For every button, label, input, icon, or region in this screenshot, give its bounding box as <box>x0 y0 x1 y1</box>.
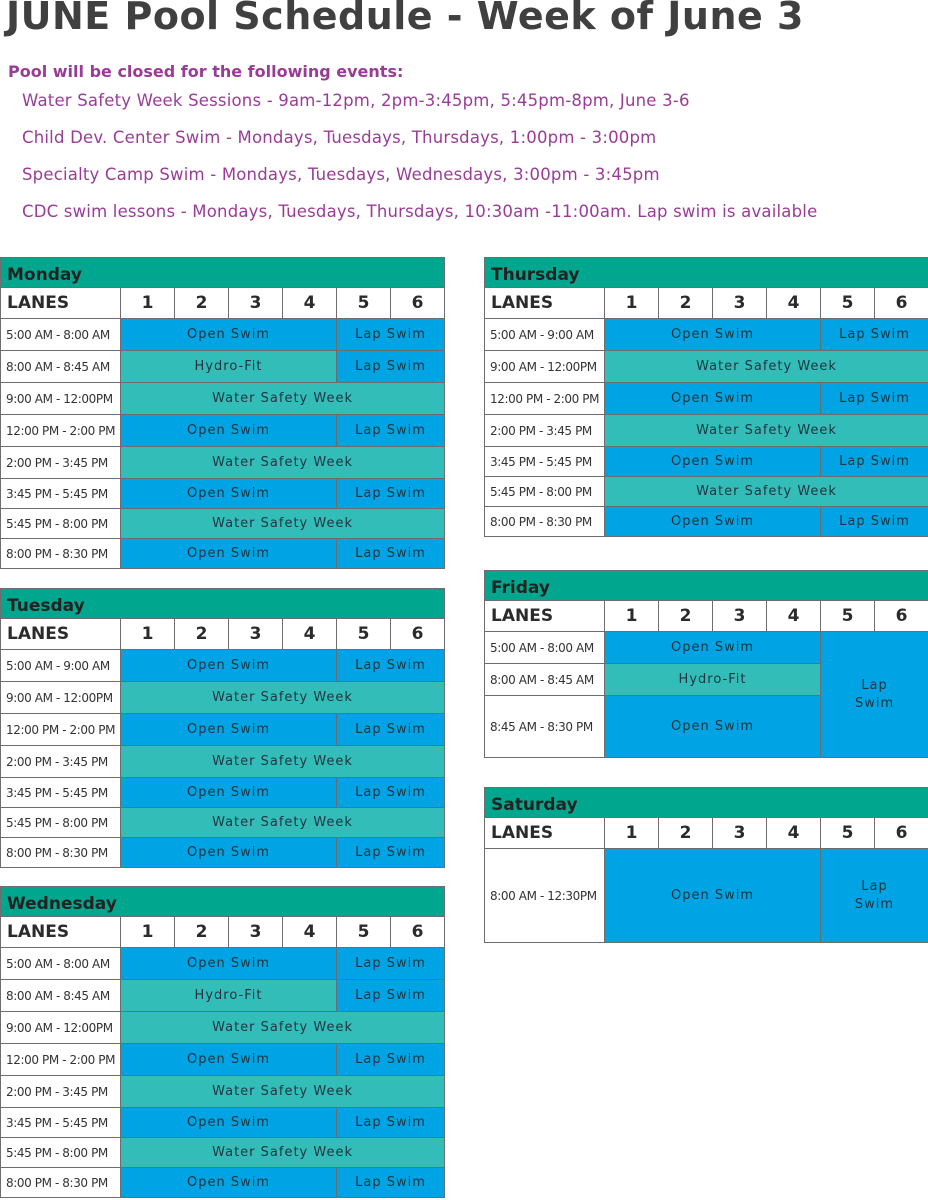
schedule-row <box>1 980 445 1012</box>
lanes-header-row <box>1 288 445 319</box>
lane-number: 6 <box>391 288 445 319</box>
lanes-label: LANES <box>1 619 121 650</box>
lap-swim-block: Lap Swim <box>337 838 445 868</box>
lanes-label: LANES <box>1 288 121 319</box>
monday-schedule <box>0 257 445 569</box>
swim-label-line: Swim <box>854 695 895 711</box>
time-slot: 8:00 AM - 8:45 AM <box>1 980 121 1012</box>
lane-number: 5 <box>821 601 875 632</box>
lanes-label: LANES <box>485 818 605 849</box>
lane-number: 6 <box>391 917 445 948</box>
open-swim-block: Open Swim <box>121 1168 337 1198</box>
lanes-header-row <box>485 818 928 849</box>
time-slot: 2:00 PM - 3:45 PM <box>1 746 121 778</box>
friday-schedule <box>484 570 928 758</box>
closure-heading: Pool will be closed for the following events: <box>8 62 404 81</box>
lane-number: 5 <box>821 288 875 319</box>
schedule-row <box>1 1108 445 1138</box>
lane-number: 3 <box>713 601 767 632</box>
lane-number: 3 <box>229 917 283 948</box>
page-title: JUNE Pool Schedule - Week of June 3 <box>6 0 804 38</box>
water-safety-block: Water Safety Week <box>121 1138 445 1168</box>
lane-number: 3 <box>229 619 283 650</box>
lane-number: 5 <box>821 818 875 849</box>
lane-number: 2 <box>659 818 713 849</box>
lane-number: 2 <box>175 288 229 319</box>
time-slot: 8:00 PM - 8:30 PM <box>1 1168 121 1198</box>
lanes-label: LANES <box>1 917 121 948</box>
lanes-header-row <box>485 601 928 632</box>
lane-number: 4 <box>767 818 821 849</box>
schedule-row <box>485 319 928 351</box>
water-safety-block: Water Safety Week <box>121 1012 445 1044</box>
schedule-row <box>485 351 928 383</box>
time-slot: 9:00 AM - 12:00PM <box>485 351 605 383</box>
time-slot: 9:00 AM - 12:00PM <box>1 383 121 415</box>
time-slot: 5:00 AM - 8:00 AM <box>485 632 605 664</box>
lane-number: 6 <box>875 818 928 849</box>
time-slot: 8:00 PM - 8:30 PM <box>485 507 605 537</box>
closure-event: Specialty Camp Swim - Mondays, Tuesdays, Wednesdays, 3:00pm - 3:45pm <box>22 165 660 184</box>
open-swim-block: Open Swim <box>605 383 821 415</box>
water-safety-block: Water Safety Week <box>121 383 445 415</box>
lane-number: 6 <box>391 619 445 650</box>
lane-number: 4 <box>767 601 821 632</box>
lap-swim-block: Lap Swim <box>337 778 445 808</box>
lap-swim-block: Lap Swim <box>337 1108 445 1138</box>
lap-swim-block: Lap Swim <box>337 1168 445 1198</box>
lane-number: 4 <box>767 288 821 319</box>
day-title: Saturday <box>485 788 928 818</box>
lane-number: 2 <box>175 917 229 948</box>
open-swim-block: Open Swim <box>605 319 821 351</box>
lap-swim-block: Lap Swim <box>821 383 928 415</box>
lane-number: 4 <box>283 288 337 319</box>
schedule-row <box>1 351 445 383</box>
schedule-row <box>1 746 445 778</box>
schedule-row <box>1 539 445 569</box>
lane-number: 1 <box>605 818 659 849</box>
wednesday-schedule <box>0 886 445 1198</box>
schedule-row <box>1 1138 445 1168</box>
lanes-label: LANES <box>485 288 605 319</box>
lap-swim-block: Lap Swim <box>821 319 928 351</box>
schedule-row <box>485 383 928 415</box>
time-slot: 9:00 AM - 12:00PM <box>1 682 121 714</box>
lap-swim-block: Lap Swim <box>337 479 445 509</box>
lane-number: 1 <box>605 288 659 319</box>
lap-swim-block: Lap Swim <box>337 714 445 746</box>
time-slot: 8:00 AM - 8:45 AM <box>1 351 121 383</box>
lanes-label: LANES <box>485 601 605 632</box>
day-title: Monday <box>1 258 445 288</box>
schedule-row <box>1 682 445 714</box>
lane-number: 6 <box>875 601 928 632</box>
hydro-fit-block: Hydro-Fit <box>121 980 337 1012</box>
water-safety-block: Water Safety Week <box>121 682 445 714</box>
saturday-schedule <box>484 787 928 943</box>
time-slot: 5:00 AM - 8:00 AM <box>1 319 121 351</box>
time-slot: 3:45 PM - 5:45 PM <box>1 778 121 808</box>
time-slot: 2:00 PM - 3:45 PM <box>1 447 121 479</box>
lap-swim-block: Lap Swim <box>337 319 445 351</box>
lane-number: 4 <box>283 917 337 948</box>
open-swim-block: Open Swim <box>605 507 821 537</box>
schedule-row <box>1 319 445 351</box>
lane-number: 4 <box>283 619 337 650</box>
open-swim-block: Open Swim <box>605 849 821 943</box>
time-slot: 3:45 PM - 5:45 PM <box>1 1108 121 1138</box>
lane-number: 1 <box>121 288 175 319</box>
open-swim-block: Open Swim <box>121 838 337 868</box>
time-slot: 8:00 AM - 8:45 AM <box>485 664 605 696</box>
time-slot: 3:45 PM - 5:45 PM <box>1 479 121 509</box>
lap-swim-block: Lap Swim <box>821 507 928 537</box>
time-slot: 8:45 AM - 8:30 PM <box>485 696 605 758</box>
time-slot: 8:00 PM - 8:30 PM <box>1 838 121 868</box>
schedule-row <box>1 509 445 539</box>
open-swim-block: Open Swim <box>121 778 337 808</box>
lanes-header-row <box>1 619 445 650</box>
open-swim-block: Open Swim <box>605 632 821 664</box>
lap-swim-block: Lap Swim <box>337 948 445 980</box>
water-safety-block: Water Safety Week <box>121 808 445 838</box>
time-slot: 5:45 PM - 8:00 PM <box>1 509 121 539</box>
lanes-header-row <box>1 917 445 948</box>
schedule-row <box>1 1168 445 1198</box>
lane-number: 3 <box>229 288 283 319</box>
tuesday-schedule <box>0 588 445 868</box>
time-slot: 8:00 PM - 8:30 PM <box>1 539 121 569</box>
time-slot: 2:00 PM - 3:45 PM <box>485 415 605 447</box>
lap-swim-block <box>821 849 928 943</box>
lane-number: 2 <box>659 288 713 319</box>
water-safety-block: Water Safety Week <box>121 746 445 778</box>
open-swim-block: Open Swim <box>121 319 337 351</box>
lap-swim-block: Lap Swim <box>337 415 445 447</box>
open-swim-block: Open Swim <box>121 650 337 682</box>
lanes-header-row <box>485 288 928 319</box>
open-swim-block: Open Swim <box>121 1044 337 1076</box>
time-slot: 12:00 PM - 2:00 PM <box>1 415 121 447</box>
lap-swim-block: Lap Swim <box>337 539 445 569</box>
schedule-row <box>485 447 928 477</box>
lane-number: 5 <box>337 917 391 948</box>
open-swim-block: Open Swim <box>121 415 337 447</box>
time-slot: 5:45 PM - 8:00 PM <box>485 477 605 507</box>
schedule-row <box>1 1076 445 1108</box>
open-swim-block: Open Swim <box>121 714 337 746</box>
lane-number: 1 <box>605 601 659 632</box>
time-slot: 12:00 PM - 2:00 PM <box>485 383 605 415</box>
lane-number: 1 <box>121 917 175 948</box>
lane-number: 6 <box>875 288 928 319</box>
thursday-schedule <box>484 257 928 537</box>
schedule-row <box>1 447 445 479</box>
schedule-row <box>1 838 445 868</box>
schedule-row <box>1 1044 445 1076</box>
open-swim-block: Open Swim <box>121 948 337 980</box>
day-title: Friday <box>485 571 928 601</box>
water-safety-block: Water Safety Week <box>121 1076 445 1108</box>
lap-label-line: Lap <box>861 677 888 693</box>
open-swim-block: Open Swim <box>121 539 337 569</box>
schedule-row <box>1 383 445 415</box>
lap-swim-block <box>821 632 928 758</box>
schedule-row <box>1 415 445 447</box>
swim-label-line: Swim <box>854 896 895 912</box>
schedule-row <box>485 415 928 447</box>
lap-swim-block: Lap Swim <box>821 447 928 477</box>
schedule-row <box>485 477 928 507</box>
open-swim-block: Open Swim <box>121 1108 337 1138</box>
schedule-row <box>485 849 928 943</box>
lane-number: 3 <box>713 818 767 849</box>
schedule-row <box>1 479 445 509</box>
schedule-row <box>1 778 445 808</box>
time-slot: 5:00 AM - 9:00 AM <box>485 319 605 351</box>
day-title: Tuesday <box>1 589 445 619</box>
schedule-row <box>1 714 445 746</box>
time-slot: 9:00 AM - 12:00PM <box>1 1012 121 1044</box>
time-slot: 8:00 AM - 12:30PM <box>485 849 605 943</box>
closure-event: CDC swim lessons - Mondays, Tuesdays, Thursdays, 10:30am -11:00am. Lap swim is available <box>22 202 818 221</box>
day-title: Thursday <box>485 258 928 288</box>
time-slot: 3:45 PM - 5:45 PM <box>485 447 605 477</box>
schedule-row <box>1 808 445 838</box>
hydro-fit-block: Hydro-Fit <box>605 664 821 696</box>
time-slot: 5:45 PM - 8:00 PM <box>1 1138 121 1168</box>
lane-number: 2 <box>175 619 229 650</box>
lane-number: 3 <box>713 288 767 319</box>
schedule-row <box>1 650 445 682</box>
lane-number: 1 <box>121 619 175 650</box>
hydro-fit-block: Hydro-Fit <box>121 351 337 383</box>
time-slot: 5:45 PM - 8:00 PM <box>1 808 121 838</box>
water-safety-block: Water Safety Week <box>605 477 928 507</box>
lane-number: 5 <box>337 619 391 650</box>
open-swim-block: Open Swim <box>605 696 821 758</box>
schedule-row <box>485 507 928 537</box>
water-safety-block: Water Safety Week <box>121 447 445 479</box>
water-safety-block: Water Safety Week <box>121 509 445 539</box>
time-slot: 5:00 AM - 9:00 AM <box>1 650 121 682</box>
time-slot: 12:00 PM - 2:00 PM <box>1 714 121 746</box>
lap-swim-block: Lap Swim <box>337 1044 445 1076</box>
closure-event: Water Safety Week Sessions - 9am-12pm, 2pm-3:45pm, 5:45pm-8pm, June 3-6 <box>22 91 690 110</box>
lap-swim-block: Lap Swim <box>337 980 445 1012</box>
lap-label-line: Lap <box>861 878 888 894</box>
closure-events-list <box>22 91 817 239</box>
time-slot: 2:00 PM - 3:45 PM <box>1 1076 121 1108</box>
water-safety-block: Water Safety Week <box>605 351 928 383</box>
schedule-row <box>1 948 445 980</box>
time-slot: 5:00 AM - 8:00 AM <box>1 948 121 980</box>
lap-swim-block: Lap Swim <box>337 351 445 383</box>
schedule-row <box>485 632 928 664</box>
lane-number: 5 <box>337 288 391 319</box>
lap-swim-block: Lap Swim <box>337 650 445 682</box>
lane-number: 2 <box>659 601 713 632</box>
day-title: Wednesday <box>1 887 445 917</box>
closure-event: Child Dev. Center Swim - Mondays, Tuesdays, Thursdays, 1:00pm - 3:00pm <box>22 128 657 147</box>
schedule-row <box>1 1012 445 1044</box>
open-swim-block: Open Swim <box>121 479 337 509</box>
time-slot: 12:00 PM - 2:00 PM <box>1 1044 121 1076</box>
open-swim-block: Open Swim <box>605 447 821 477</box>
water-safety-block: Water Safety Week <box>605 415 928 447</box>
